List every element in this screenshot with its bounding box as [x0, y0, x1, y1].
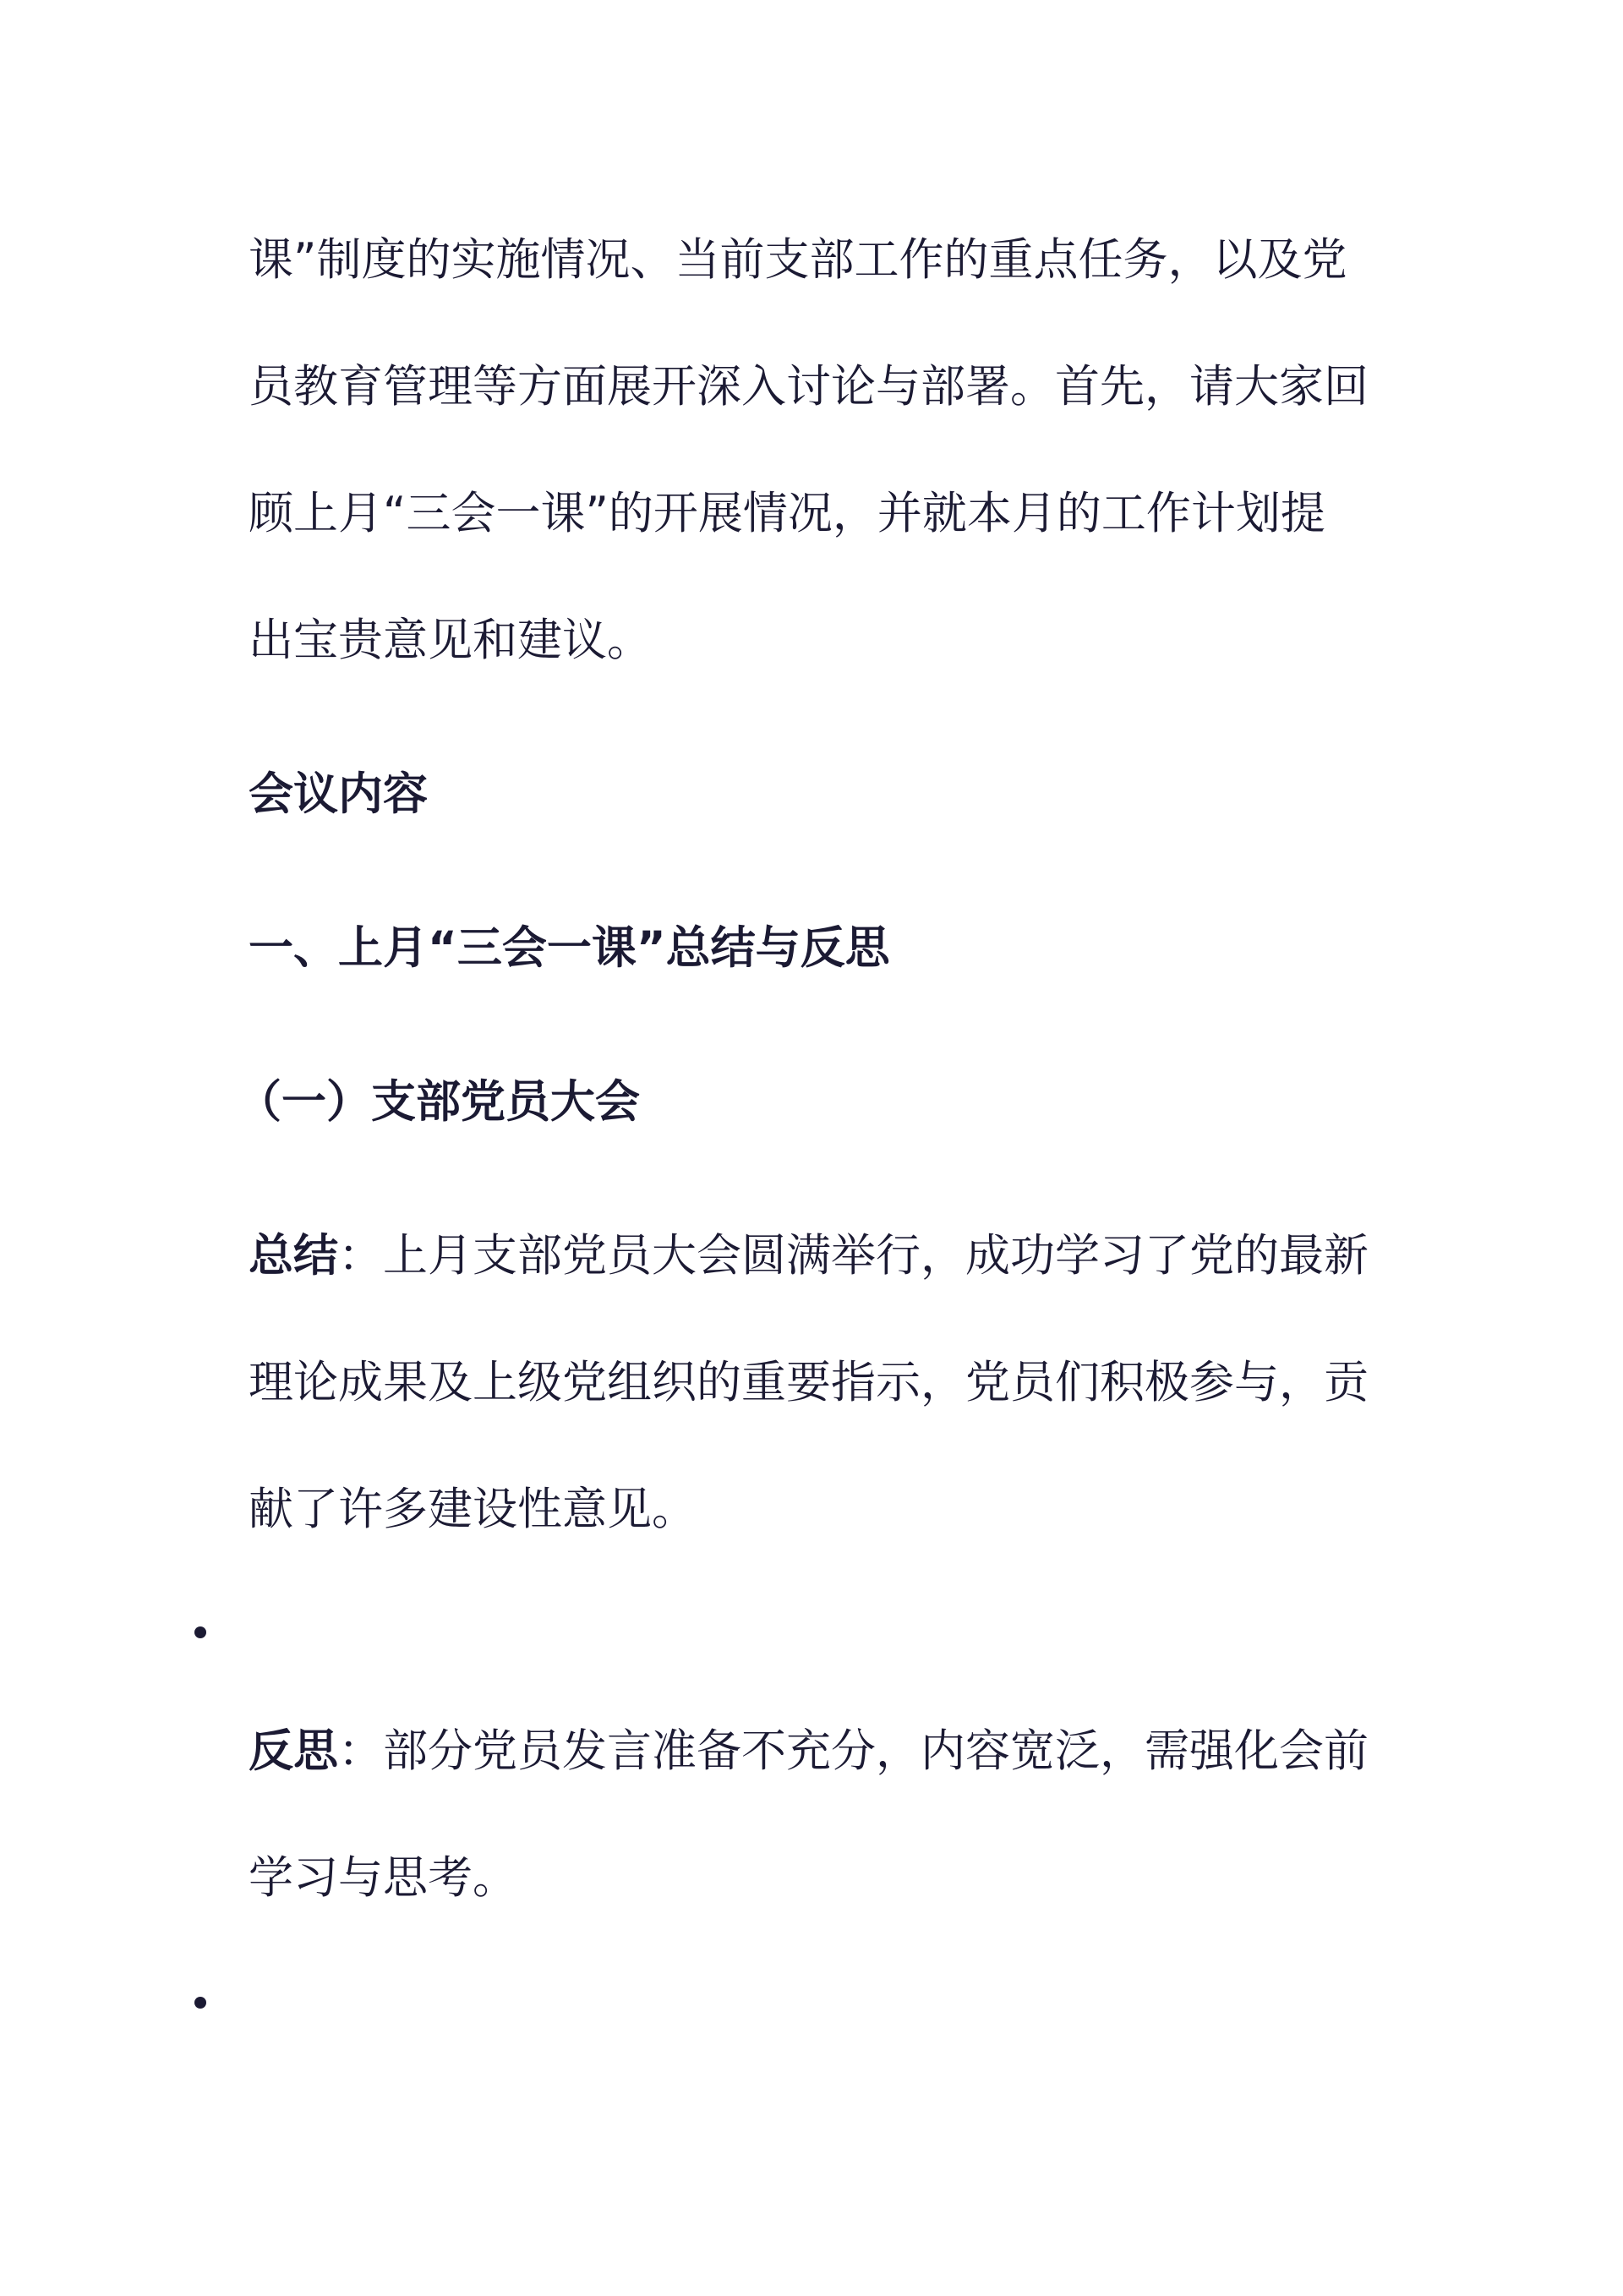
reflection-text-1: 部分党员发言准备不充分，内容宽泛，需强化会前 — [383, 1725, 1369, 1777]
reflection-line-2: 学习与思考。 — [249, 1852, 517, 1904]
section-1-title: 一、上月“三会一课”总结与反思 — [249, 922, 890, 974]
intro-line-2: 员教育管理等方面展开深入讨论与部署。首先，请大家回 — [249, 361, 1369, 413]
summary-separator: ： — [338, 1230, 383, 1282]
intro-line-3: 顾上月“三会一课”的开展情况，并就本月的工作计划提 — [249, 488, 1325, 539]
intro-line-4: 出宝贵意见和建议。 — [249, 615, 652, 666]
summary-label: 总结 — [249, 1230, 338, 1282]
summary-line-3: 献了许多建设性意见。 — [249, 1484, 697, 1535]
reflection-line-1 — [249, 1725, 1398, 1779]
summary-text-1: 上月支部党员大会圆满举行，成功学习了党的最新 — [383, 1230, 1369, 1282]
reflection-label: 反思 — [249, 1725, 338, 1777]
intro-line-1: 课”制度的实施情况、当前支部工作的重点任务，以及党 — [249, 234, 1347, 286]
summary-line-2: 理论成果及上级党组织的重要指示，党员们积极参与，贡 — [249, 1357, 1369, 1408]
subsection-1-title: （一）支部党员大会 — [237, 1076, 640, 1128]
bullet-dot — [194, 1997, 206, 2009]
bullet-dot — [194, 1626, 206, 1638]
summary-line-1 — [249, 1229, 1398, 1283]
meeting-content-heading: 会议内容 — [249, 768, 428, 820]
reflection-separator: ： — [338, 1725, 383, 1777]
